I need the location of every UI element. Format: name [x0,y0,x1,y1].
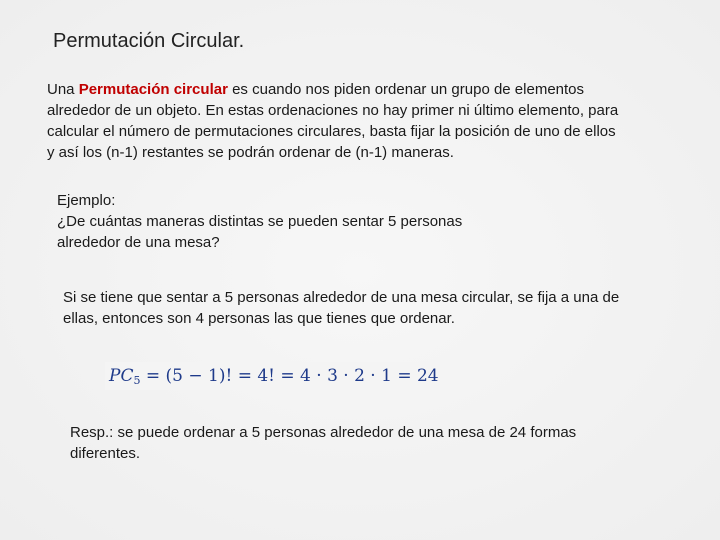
definition-text: es cuando nos piden ordenar un grupo de elementos alrededor de un objeto. En estas ordenaciones no hay primer ni último elemento, para calcular el número de permutaciones circulares, basta fijar la posición de uno de ellos y así los (n-1) restantes se podrán ordenar de (n-1) maneras. [47,81,619,161]
explanation-paragraph: Si se tiene que sentar a 5 personas alrededor de una mesa circular, se fija a una de ellas, entonces son 4 personas las que tienes que ordenar. [63,289,620,327]
slide-title: Permutación Circular. [53,30,245,52]
definition-prefix: Una [47,81,79,98]
formula-subscript: 5 [133,374,141,387]
formula-image [105,362,443,390]
example-block [57,190,527,253]
formula-expression: = (5 − 1)! = 4! = 4 · 3 · 2 · 1 = 24 [140,366,439,386]
answer-paragraph: Resp.: se puede ordenar a 5 personas alrededor de una mesa de 24 formas diferentes. [70,424,577,462]
example-heading: Ejemplo: [57,192,116,209]
formula-symbol: PC [109,366,134,386]
definition-paragraph [47,79,627,163]
example-question: ¿De cuántas maneras distintas se pueden sentar 5 personas alrededor de una mesa? [57,213,463,251]
definition-highlight: Permutación circular [78,81,228,98]
